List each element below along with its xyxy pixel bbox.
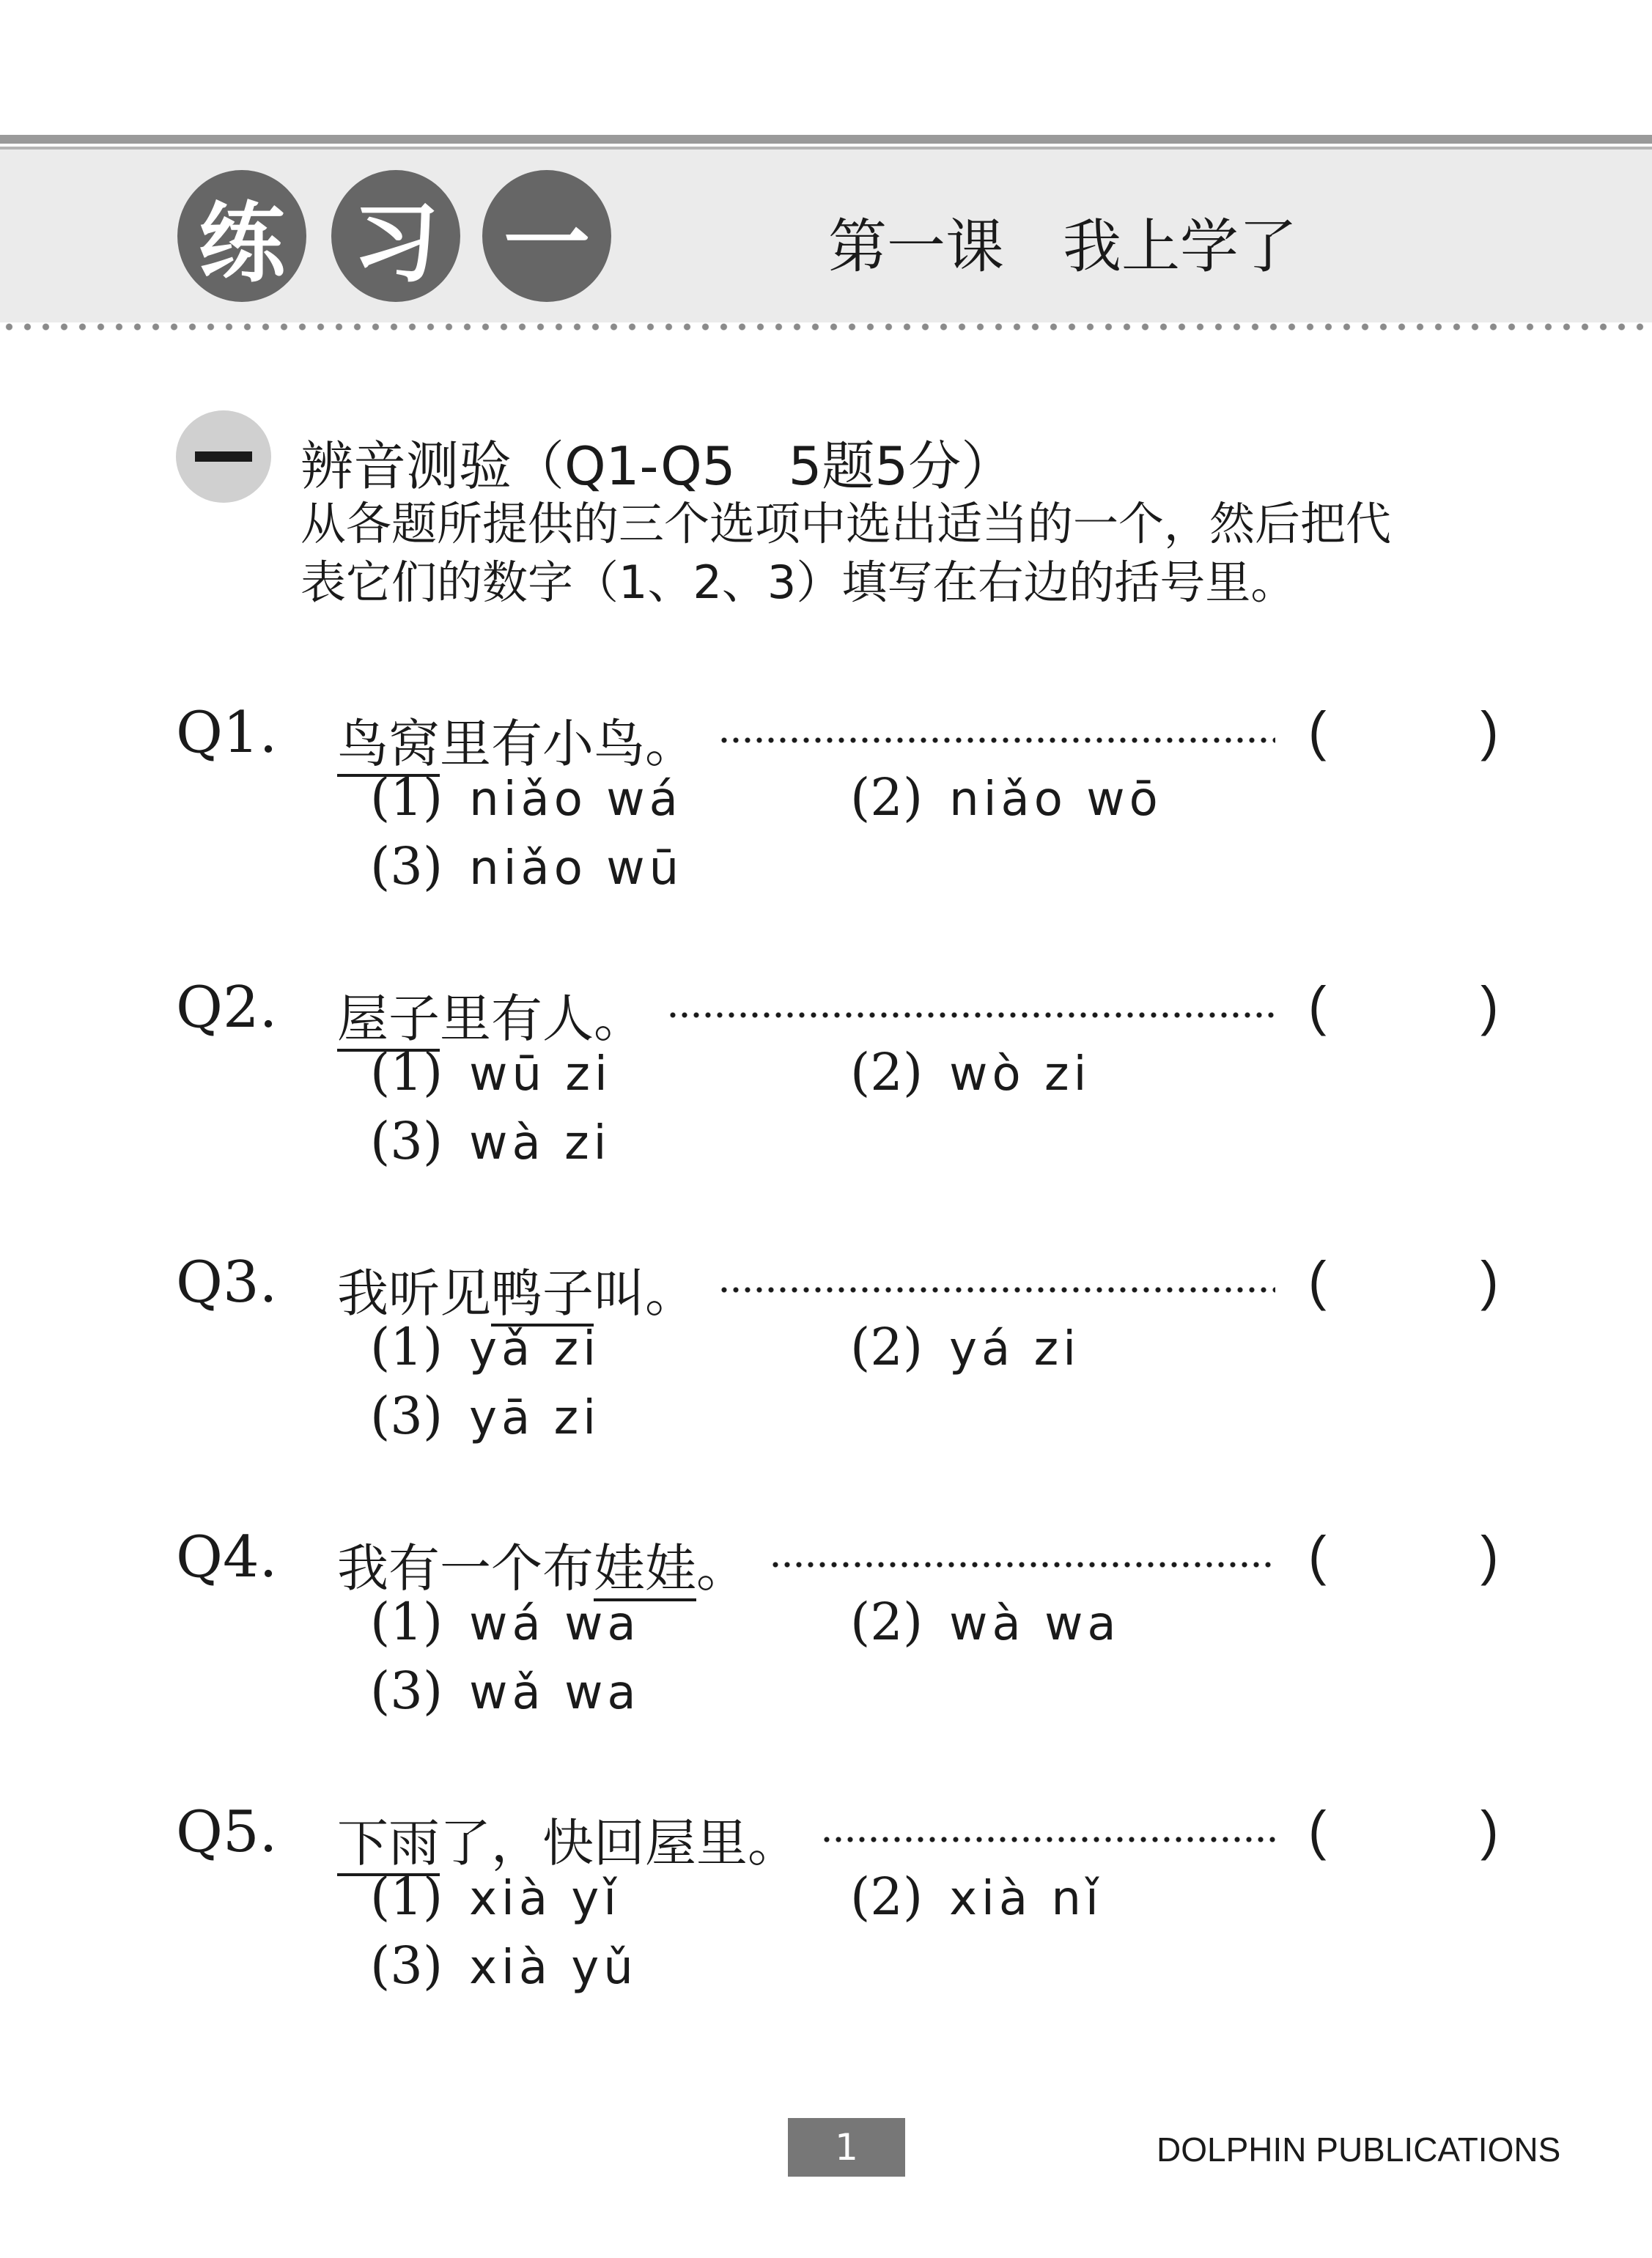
sentence-post: 叫。 <box>594 1263 696 1324</box>
question-label: Q2. <box>176 975 278 1041</box>
section-number-badge <box>176 410 271 503</box>
dot-leader <box>770 1561 1275 1568</box>
instruction-line-2: 表它们的数字（1、2、3）填写在右边的括号里。 <box>300 556 1297 609</box>
option-number: (1) <box>370 1592 443 1652</box>
option-2[interactable] <box>850 1042 1091 1102</box>
exercise-badge-2: 习 <box>331 170 460 302</box>
answer-bracket-open: ( <box>1308 1250 1327 1311</box>
question-2 <box>0 975 1652 1239</box>
question-label: Q1. <box>176 700 278 766</box>
exercise-badge-3: 一 <box>482 170 611 302</box>
option-number: (2) <box>850 1042 923 1102</box>
option-text: yá zi <box>949 1322 1080 1376</box>
option-text: wà zi <box>469 1116 611 1170</box>
question-label: Q4. <box>176 1524 278 1590</box>
answer-bracket-open: ( <box>1308 975 1327 1036</box>
answer-bracket-close: ) <box>1480 701 1499 761</box>
option-text: niǎo wō <box>949 772 1162 827</box>
option-3[interactable] <box>370 1936 638 1996</box>
option-number: (3) <box>370 1386 443 1446</box>
answer-bracket-open: ( <box>1308 1800 1327 1861</box>
question-sentence <box>337 1527 748 1601</box>
option-1[interactable] <box>370 1592 641 1652</box>
sentence-pre: 我有一个布 <box>337 1538 594 1598</box>
option-text: xià nǐ <box>949 1872 1103 1926</box>
question-5 <box>0 1799 1652 2063</box>
option-text: xià yǐ <box>469 1872 622 1926</box>
answer-bracket-close: ) <box>1480 1525 1499 1586</box>
option-number: (2) <box>850 767 923 827</box>
underlined-word: 鸭子 <box>491 1263 594 1327</box>
option-text: wū zi <box>469 1047 612 1102</box>
option-text: yǎ zi <box>469 1322 600 1376</box>
publisher-name: DOLPHIN PUBLICATIONS <box>1157 2130 1561 2169</box>
dotted-divider <box>0 322 1652 331</box>
option-number: (1) <box>370 1042 443 1102</box>
question-sentence <box>337 1802 799 1876</box>
page-number: 1 <box>788 2118 905 2177</box>
sentence-pre: 我听见 <box>337 1263 491 1324</box>
sentence-post: 。 <box>696 1538 748 1598</box>
option-1[interactable] <box>370 1867 621 1927</box>
question-sentence <box>337 1252 696 1327</box>
option-1[interactable] <box>370 1317 600 1377</box>
option-number: (2) <box>850 1592 923 1652</box>
option-1[interactable] <box>370 767 682 827</box>
question-label: Q5. <box>176 1799 278 1865</box>
option-2[interactable] <box>850 1317 1080 1377</box>
option-text: wò zi <box>949 1047 1091 1102</box>
option-text: niǎo wū <box>469 841 684 896</box>
option-number: (1) <box>370 1317 443 1377</box>
answer-bracket-open: ( <box>1308 1525 1327 1586</box>
question-1 <box>0 700 1652 964</box>
exercise-badge-1: 练 <box>177 170 306 302</box>
question-sentence <box>337 978 645 1052</box>
option-3[interactable] <box>370 1661 641 1721</box>
option-number: (2) <box>850 1317 923 1377</box>
question-sentence <box>337 703 696 777</box>
sentence-post: 了，快回屋里。 <box>440 1813 799 1873</box>
dash-icon <box>195 451 252 462</box>
option-3[interactable] <box>370 1386 600 1446</box>
option-text: yā zi <box>469 1391 600 1445</box>
sentence-post: 里有小鸟。 <box>440 714 696 774</box>
option-number: (1) <box>370 1867 443 1927</box>
instruction-line-1: 从各题所提供的三个选项中选出适当的一个，然后把代 <box>300 497 1392 550</box>
answer-bracket-close: ) <box>1480 975 1499 1036</box>
option-3[interactable] <box>370 1111 611 1171</box>
header-rule <box>0 135 1652 144</box>
option-2[interactable] <box>850 1867 1103 1927</box>
option-text: xià yǔ <box>469 1941 638 1995</box>
lesson-title: 第一课 我上学了 <box>828 213 1297 281</box>
dot-leader <box>667 1011 1275 1019</box>
option-number: (2) <box>850 1867 923 1927</box>
option-number: (1) <box>370 767 443 827</box>
answer-bracket-close: ) <box>1480 1800 1499 1861</box>
option-2[interactable] <box>850 767 1162 827</box>
section-title: 辨音测验（Q1-Q5 5题5分） <box>300 435 1014 497</box>
option-text: niǎo wá <box>469 772 682 827</box>
option-number: (3) <box>370 836 443 896</box>
underlined-word: 屋子 <box>337 989 440 1052</box>
sentence-post: 里有人。 <box>440 989 645 1049</box>
option-2[interactable] <box>850 1592 1121 1652</box>
question-4 <box>0 1524 1652 1788</box>
question-3 <box>0 1250 1652 1513</box>
option-text: wǎ wa <box>469 1666 641 1720</box>
underlined-word: 鸟窝 <box>337 714 440 777</box>
option-number: (3) <box>370 1661 443 1721</box>
option-text: wà wa <box>949 1597 1121 1651</box>
option-1[interactable] <box>370 1042 612 1102</box>
dot-leader <box>821 1836 1275 1843</box>
dot-leader <box>718 737 1275 744</box>
answer-bracket-close: ) <box>1480 1250 1499 1311</box>
answer-bracket-open: ( <box>1308 701 1327 761</box>
option-number: (3) <box>370 1936 443 1996</box>
question-label: Q3. <box>176 1250 278 1316</box>
dot-leader <box>718 1286 1275 1294</box>
underlined-word: 娃娃 <box>594 1538 696 1601</box>
option-text: wá wa <box>469 1597 641 1651</box>
option-3[interactable] <box>370 836 683 896</box>
underlined-word: 下雨 <box>337 1813 440 1876</box>
option-number: (3) <box>370 1111 443 1171</box>
